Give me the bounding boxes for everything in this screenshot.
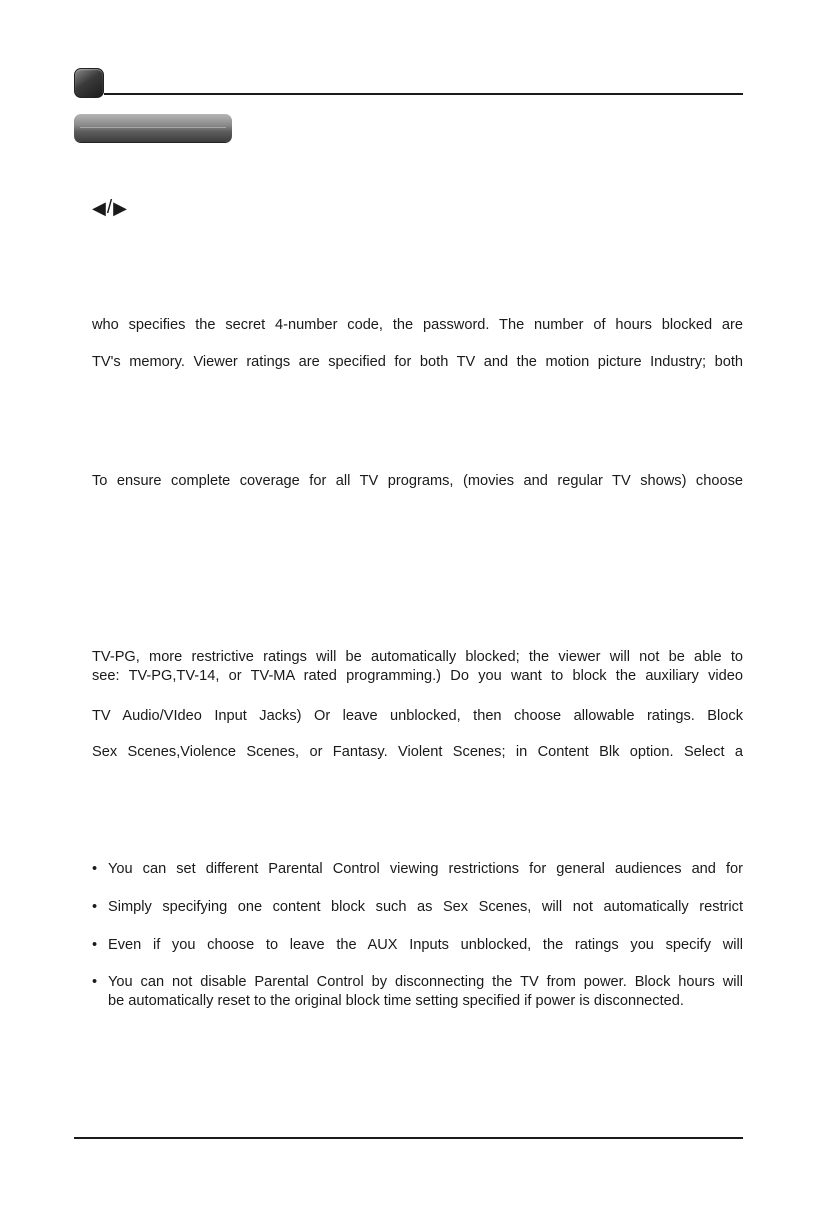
paragraph-line: To ensure complete coverage for all TV programs, (movies and regular TV shows) choose (92, 473, 743, 489)
left-right-arrow-icons (92, 196, 127, 220)
bullet-dot: • (92, 899, 98, 915)
right-arrow-icon: ▶ (113, 197, 127, 218)
bullet-text: You can set different Parental Control viewing restrictions for general audiences and for (108, 861, 743, 877)
footer-rule (74, 1137, 743, 1139)
paragraph-line: TV's memory. Viewer ratings are specified for both TV and the motion picture Industry; both (92, 354, 743, 370)
bullet-dot: • (92, 974, 98, 990)
paragraph-line: who specifies the secret 4-number code, the password. The number of hours blocked are (92, 317, 743, 333)
left-arrow-icon: ◀ (92, 197, 106, 218)
paragraph-line: Sex Scenes,Violence Scenes, or Fantasy. Violent Scenes; in Content Blk option. Select a (92, 744, 743, 760)
bullet-text: You can not disable Parental Control by disconnecting the TV from power. Block hours will (108, 974, 743, 990)
paragraph-line: see: TV-PG,TV-14, or TV-MA rated programming.) Do you want to block the auxiliary video (92, 668, 743, 684)
section-title-tab (74, 114, 232, 142)
arrow-separator: / (106, 197, 113, 218)
bullet-dot: • (92, 937, 98, 953)
bullet-text: Simply specifying one content block such as Sex Scenes, will not automatically restrict (108, 899, 743, 915)
paragraph-line: TV Audio/VIdeo Input Jacks) Or leave unblocked, then choose allowable ratings. Block (92, 708, 743, 724)
paragraph-line: TV-PG, more restrictive ratings will be automatically blocked; the viewer will not be able to (92, 649, 743, 665)
header-rule (104, 93, 743, 95)
bullet-dot: • (92, 861, 98, 877)
header-badge (74, 68, 104, 98)
bullet-text: Even if you choose to leave the AUX Inputs unblocked, the ratings you specify will (108, 937, 743, 953)
bullet-text: be automatically reset to the original block time setting specified if power is disconnected. (108, 993, 684, 1009)
